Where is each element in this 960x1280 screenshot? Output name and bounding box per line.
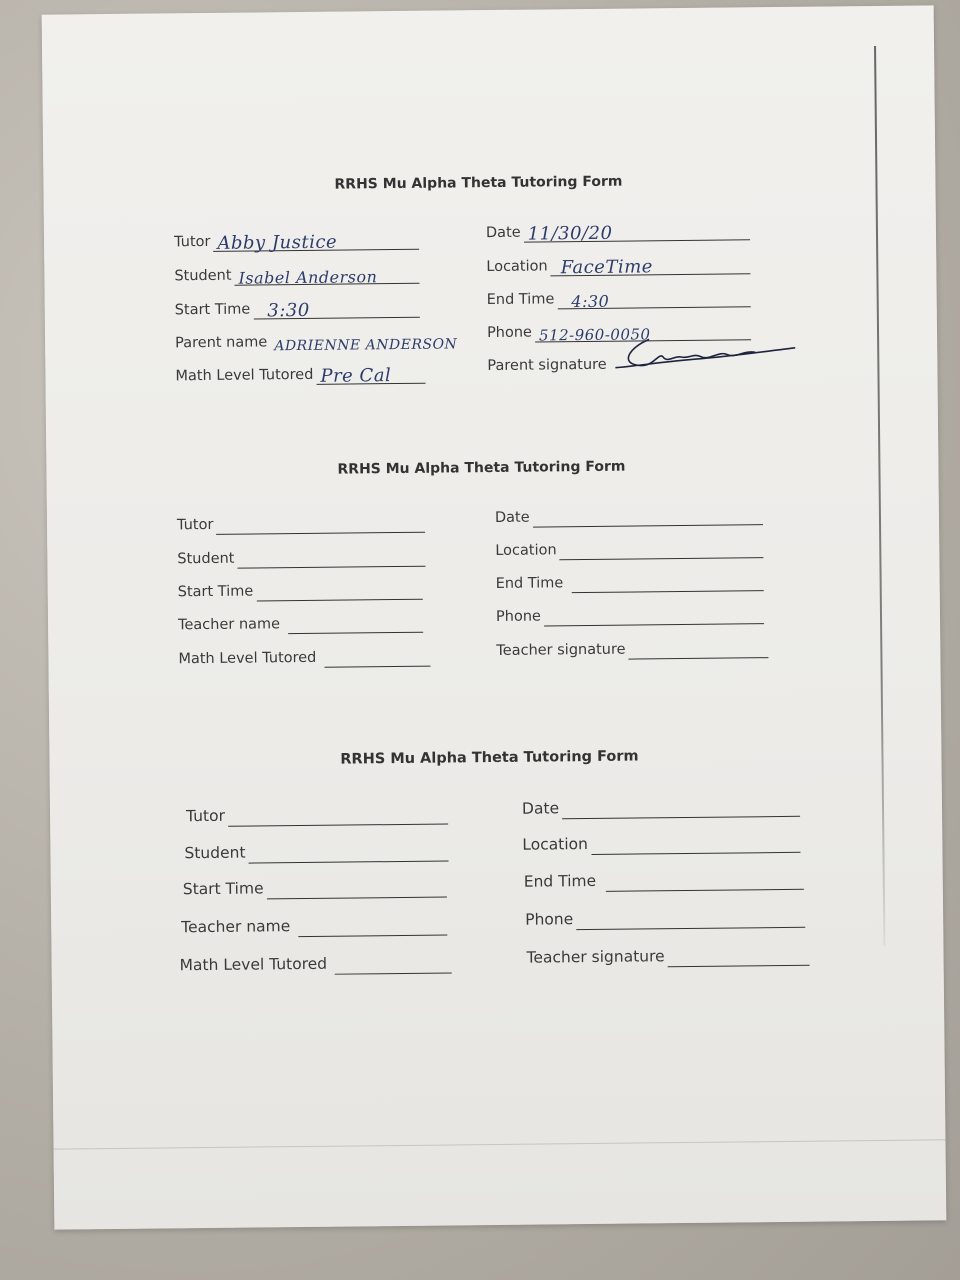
field-label: Phone (525, 910, 574, 929)
field-line (266, 875, 446, 900)
field-line (270, 327, 480, 355)
field-line (551, 251, 751, 279)
teacher-signature-field[interactable] (496, 634, 768, 661)
field-line (667, 943, 809, 967)
field-label: Date (485, 224, 521, 242)
field-label: Tutor (173, 233, 211, 251)
end-time-field[interactable] (496, 567, 764, 594)
field-line (228, 801, 448, 826)
field-label: Parent name (175, 334, 268, 352)
field-line (571, 568, 764, 593)
teacher-name-field[interactable] (178, 609, 423, 636)
phone-field[interactable] (525, 904, 805, 931)
handwritten-signature (609, 336, 799, 376)
field-label: Student (174, 267, 232, 285)
field-label: Parent signature (487, 356, 607, 375)
field-line (234, 261, 419, 286)
teacher-name-field[interactable] (181, 912, 447, 939)
paper-sheet (42, 5, 947, 1229)
paper-fold-line (54, 1139, 946, 1149)
math-level-field[interactable] (175, 360, 425, 387)
handwritten-value: ADRIENNE ANDERSON (274, 336, 458, 355)
field-label: Student (184, 843, 246, 863)
field-line (253, 295, 420, 320)
date-field[interactable] (522, 793, 800, 820)
field-line (576, 905, 805, 930)
field-line (288, 610, 423, 634)
field-label: Date (521, 799, 560, 818)
start-time-field[interactable] (175, 294, 420, 321)
field-label: End Time (486, 291, 555, 309)
start-time-field[interactable] (178, 576, 423, 603)
form-title: RRHS Mu Alpha Theta Tutoring Form (337, 458, 626, 478)
field-label: Location (486, 258, 548, 276)
field-label: Tutor (185, 806, 226, 826)
field-line (557, 284, 751, 312)
tutor-field[interactable] (174, 226, 419, 253)
handwritten-value: Isabel Anderson (238, 267, 378, 288)
field-line (562, 794, 800, 819)
field-label: Teacher signature (496, 641, 626, 659)
field-label: Date (494, 509, 530, 526)
field-line (213, 227, 419, 252)
teacher-signature-field[interactable] (526, 942, 809, 969)
end-time-field[interactable] (487, 283, 751, 310)
paper-edge-line (874, 46, 885, 946)
form-title: RRHS Mu Alpha Theta Tutoring Form (334, 173, 623, 193)
field-label: Teacher signature (526, 947, 665, 967)
field-line (628, 635, 768, 659)
location-field[interactable] (522, 829, 800, 856)
handwritten-value: Pre Cal (320, 365, 392, 387)
field-line (532, 502, 763, 527)
field-line (610, 350, 793, 375)
handwritten-value: 11/30/20 (527, 222, 613, 245)
math-level-field[interactable] (178, 643, 430, 670)
form-title: RRHS Mu Alpha Theta Tutoring Form (340, 748, 639, 768)
handwritten-value: 4:30 (571, 291, 610, 312)
field-label: End Time (495, 575, 564, 592)
location-field[interactable] (486, 250, 750, 277)
end-time-field[interactable] (524, 866, 804, 893)
field-label: Phone (486, 324, 533, 342)
field-line (256, 577, 423, 602)
student-field[interactable] (177, 543, 425, 570)
field-label: Start Time (182, 879, 264, 899)
tutoring-form-2 (176, 457, 788, 683)
location-field[interactable] (495, 534, 763, 561)
student-field[interactable] (184, 837, 448, 864)
field-label: End Time (523, 871, 597, 891)
phone-field[interactable] (496, 600, 764, 627)
field-line (606, 867, 804, 892)
field-label: Start Time (177, 583, 254, 601)
field-line (559, 535, 763, 560)
field-line (248, 838, 448, 863)
handwritten-value: 512-960-0050 (538, 325, 651, 345)
field-line (216, 510, 425, 535)
field-label: Phone (495, 608, 541, 625)
field-label: Math Level Tutored (178, 649, 317, 668)
parent-signature-field[interactable] (487, 349, 792, 376)
tutor-field[interactable] (186, 800, 448, 827)
field-label: Teacher name (177, 616, 281, 634)
student-field[interactable] (174, 260, 419, 287)
field-line (324, 644, 430, 668)
field-line (524, 217, 751, 245)
tutoring-form-3 (169, 747, 811, 994)
date-field[interactable] (495, 501, 763, 528)
field-line (544, 601, 764, 626)
field-label: Teacher name (181, 917, 291, 937)
field-label: Location (495, 542, 557, 559)
field-label: Location (522, 835, 589, 854)
tutoring-form-1 (173, 172, 785, 398)
handwritten-value: FaceTime (560, 256, 653, 279)
parent-name-field[interactable] (175, 326, 480, 353)
field-line (316, 361, 425, 385)
handwritten-value: 3:30 (267, 299, 310, 322)
field-label: Math Level Tutored (175, 366, 314, 385)
date-field[interactable] (486, 216, 750, 243)
field-line (237, 544, 425, 569)
math-level-field[interactable] (179, 949, 451, 976)
field-line (298, 913, 447, 938)
field-label: Student (177, 550, 235, 568)
start-time-field[interactable] (183, 874, 447, 901)
field-label: Math Level Tutored (179, 954, 328, 975)
field-line (591, 830, 801, 855)
field-line (335, 950, 452, 974)
handwritten-value: Abby Justice (217, 231, 338, 254)
field-label: Start Time (174, 301, 251, 319)
field-label: Tutor (176, 516, 214, 534)
tutor-field[interactable] (177, 509, 425, 536)
